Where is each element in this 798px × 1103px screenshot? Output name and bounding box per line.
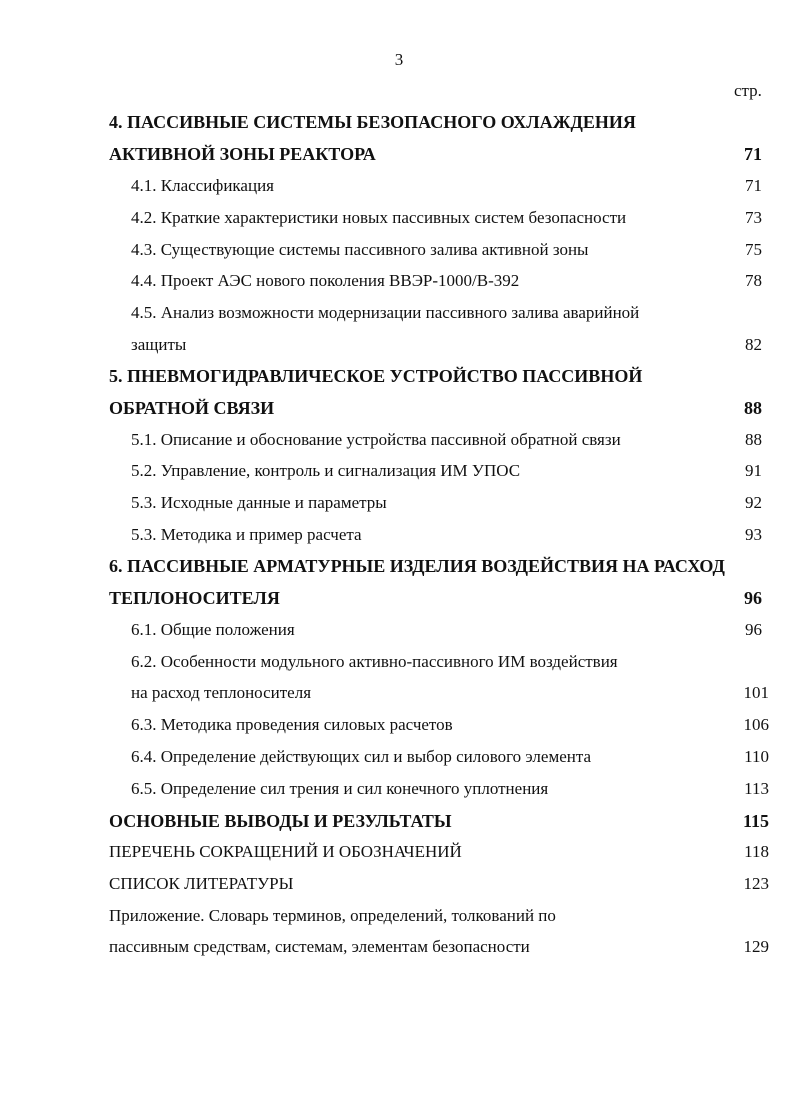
section-4-5-page: 82: [745, 335, 762, 354]
appendix-page: 129: [743, 937, 769, 956]
conclusions-title: ОСНОВНЫЕ ВЫВОДЫ И РЕЗУЛЬТАТЫ: [109, 811, 452, 831]
section-6-4: 6.4. Определение действующих сил и выбор силового элемента: [131, 747, 592, 766]
section-4-5-line-2: защиты: [131, 335, 187, 354]
section-4-3-page: 75: [745, 240, 762, 259]
section-5-3-page: 92: [745, 493, 762, 512]
chapter-6-page: 96: [744, 588, 762, 608]
chapter-5-page: 88: [744, 398, 762, 418]
chapter-4-title-line-1: 4. ПАССИВНЫЕ СИСТЕМЫ БЕЗОПАСНОГО ОХЛАЖДЕНИЯ: [109, 112, 636, 132]
chapter-5-title-line-1: 5. ПНЕВМОГИДРАВЛИЧЕСКОЕ УСТРОЙСТВО ПАССИВНОЙ: [109, 366, 643, 386]
section-6-1-page: 96: [745, 620, 762, 639]
section-4-1: 4.1. Классификация: [131, 176, 274, 195]
section-6-2-page: 101: [743, 683, 769, 702]
section-6-2-line-1: 6.2. Особенности модульного активно-пассивного ИМ воздействия: [131, 652, 618, 671]
section-6-2-line-2: на расход теплоносителя: [131, 683, 312, 702]
section-5-3b: 5.3. Методика и пример расчета: [131, 525, 362, 544]
section-5-3b-page: 93: [745, 525, 762, 544]
section-4-4-page: 78: [745, 271, 762, 290]
section-4-1-page: 71: [745, 176, 762, 195]
chapter-6-title-line-1: 6. ПАССИВНЫЕ АРМАТУРНЫЕ ИЗДЕЛИЯ ВОЗДЕЙСТВИЯ НА РАСХОД: [109, 556, 725, 576]
section-4-3: 4.3. Существующие системы пассивного залива активной зоны: [131, 240, 589, 259]
section-6-1: 6.1. Общие положения: [131, 620, 295, 639]
chapter-6-title-line-2: ТЕПЛОНОСИТЕЛЯ: [109, 588, 280, 608]
appendix-line-1: Приложение. Словарь терминов, определений, толкований по: [109, 906, 556, 925]
appendix-line-2: пассивным средствам, системам, элементам безопасности: [109, 937, 530, 956]
references-title: СПИСОК ЛИТЕРАТУРЫ: [109, 874, 294, 893]
section-5-1-page: 88: [745, 430, 762, 449]
section-6-3-page: 106: [743, 715, 769, 734]
section-6-5: 6.5. Определение сил трения и сил конечного уплотнения: [131, 779, 549, 798]
section-6-4-page: 110: [744, 747, 769, 766]
abbreviations-title: ПЕРЕЧЕНЬ СОКРАЩЕНИЙ И ОБОЗНАЧЕНИЙ: [109, 842, 462, 861]
chapter-4-page: 71: [744, 144, 762, 164]
section-6-3: 6.3. Методика проведения силовых расчетов: [131, 715, 453, 734]
section-5-2: 5.2. Управление, контроль и сигнализация ИМ УПОС: [131, 461, 521, 480]
chapter-5-title-line-2: ОБРАТНОЙ СВЯЗИ: [109, 398, 275, 418]
abbreviations-page: 118: [744, 842, 769, 861]
section-5-2-page: 91: [745, 461, 762, 480]
conclusions-page: 115: [742, 811, 769, 831]
section-4-5-line-1: 4.5. Анализ возможности модернизации пассивного залива аварийной: [131, 303, 640, 322]
section-5-1: 5.1. Описание и обоснование устройства пассивной обратной связи: [131, 430, 621, 449]
references-page: 123: [743, 874, 769, 893]
section-4-2-page: 73: [745, 208, 762, 227]
section-4-4: 4.4. Проект АЭС нового поколения ВВЭР-1000/В-392: [131, 271, 520, 290]
section-5-3: 5.3. Исходные данные и параметры: [131, 493, 387, 512]
pages-column-header: стр.: [734, 81, 762, 100]
chapter-4-title-line-2: АКТИВНОЙ ЗОНЫ РЕАКТОРА: [109, 144, 376, 164]
section-6-5-page: 113: [744, 779, 769, 798]
page-number: 3: [394, 50, 404, 69]
section-4-2: 4.2. Краткие характеристики новых пассивных систем безопасности: [131, 208, 627, 227]
